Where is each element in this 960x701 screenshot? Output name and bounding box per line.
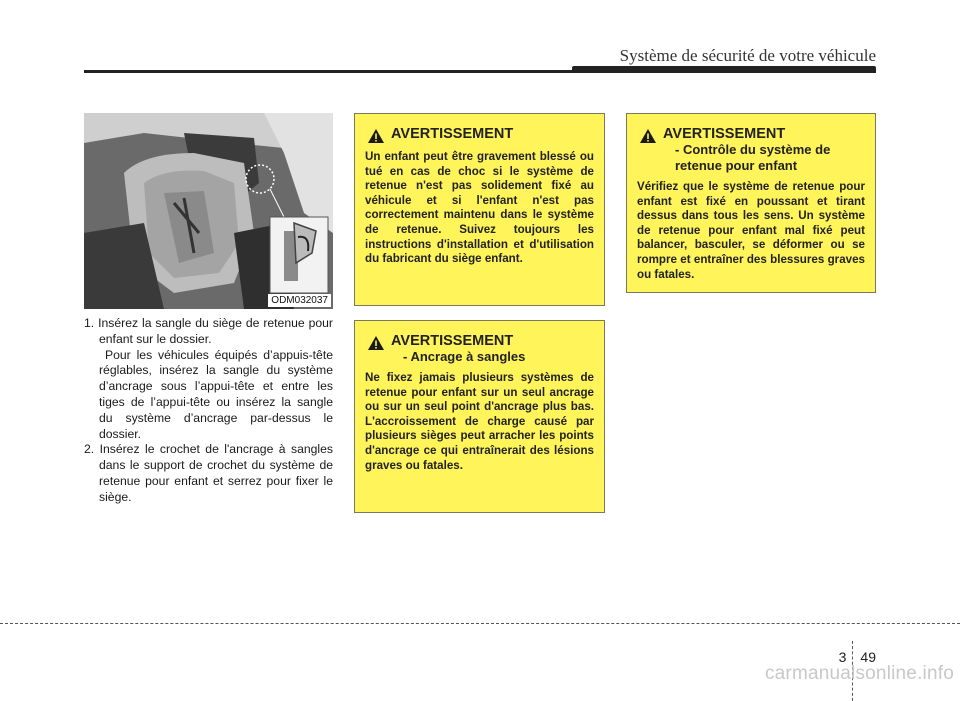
warning-body: Ne fixez jamais plusieurs systèmes de retenue pour enfant sur un seul ancrage ou sur un seul point d'ancrage plus bas. L'accroissement de charge causé par plusieurs sièges peut arracher les points d'ancrage ce qui entraînerait des lésions graves ou fatales.: [365, 371, 594, 472]
page-header-title: Système de sécurité de votre véhicule: [619, 46, 876, 65]
warning-title: AVERTISSEMENT: [391, 126, 514, 142]
warning-box-general: [354, 113, 605, 306]
warning-triangle-icon: [367, 335, 385, 351]
footer-rule: [0, 623, 960, 624]
warning-triangle-icon: [639, 128, 657, 144]
child-seat-illustration: [84, 113, 333, 309]
warning-subtitle: - Ancrage à sangles: [403, 349, 526, 364]
warning-box-tether: [354, 320, 605, 513]
page-number-value: 49: [860, 649, 876, 665]
warning-subtitle: - Contrôle du système de retenue pour enfant: [675, 142, 831, 173]
instruction-text: [84, 316, 333, 506]
warning-body: Un enfant peut être gravement blessé ou tué en cas de choc si le système de retenue n'est pas solidement fixé au véhicule et si l'enfant n'est pas correctement maintenu dans le système de retenue. Suivez toujours les instructions d'installation et d'utilisation du fabricant du siège enfant.: [365, 150, 594, 266]
warning-triangle-icon: [367, 128, 385, 144]
watermark-link[interactable]: carmanualsonline.info: [764, 663, 954, 684]
child-seat-photo: [84, 113, 333, 309]
figure-code: ODM032037: [268, 294, 331, 307]
warning-body: Vérifiez que le système de retenue pour enfant est fixé en poussant et tirant dessus dans tous les sens. Un système de retenue pour enfant mal fixé peut balancer, basculer, se déformer ou se rompre et entraîner des blessures graves ou fatales.: [637, 180, 865, 281]
warning-title: AVERTISSEMENT: [391, 333, 514, 349]
header-rule-accent: [572, 66, 876, 72]
warning-box-check: [626, 113, 876, 293]
instruction-step-1-note: Pour les véhicules équipés d’appuis-tête réglables, insérez la sangle du système d’ancrage sous l’appui-tête et entre les tiges de l’appui-tête ou insérez la sangle du système d’ancrage par-dessus le dossier.: [99, 347, 333, 441]
instruction-step-2: 2. Insérez le crochet de l'ancrage à sangles dans le support de crochet du système de retenue pour enfant et serrez pour fixer le siège.: [84, 442, 333, 504]
instruction-step-1: 1. Insérez la sangle du siège de retenue pour enfant sur le dossier.: [84, 316, 333, 346]
chapter-number: 3: [838, 649, 847, 665]
warning-title: AVERTISSEMENT: [663, 126, 786, 142]
